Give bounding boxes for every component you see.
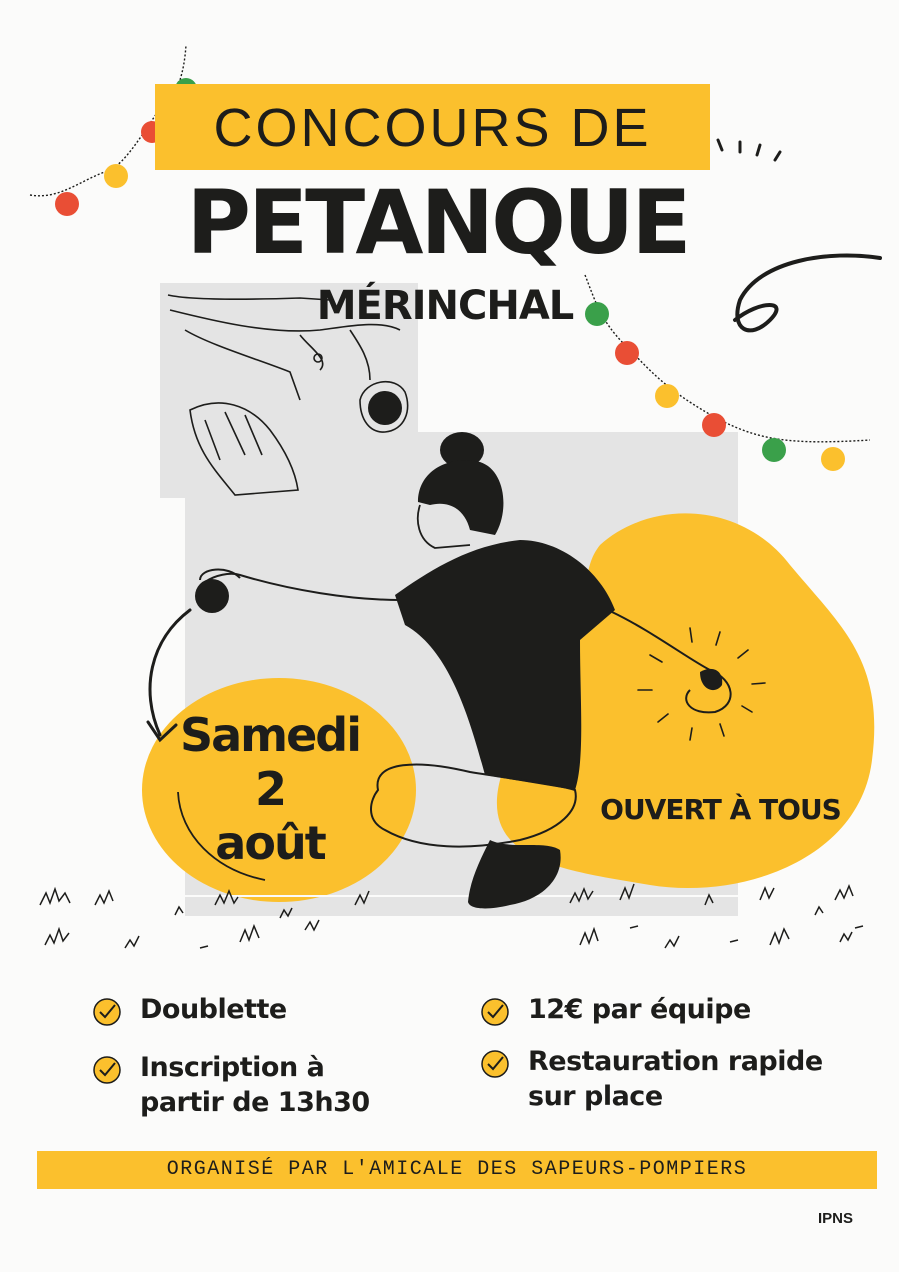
- light-bulb-icon: [702, 413, 726, 437]
- check-circle-icon: [480, 997, 510, 1027]
- boule-front: [195, 579, 229, 613]
- feature-label: Doublette: [140, 994, 287, 1025]
- feature-label: Restauration rapide sur place: [528, 1046, 823, 1112]
- light-bulb-icon: [55, 192, 79, 216]
- light-bulb-icon: [655, 384, 679, 408]
- feature-item: [480, 1044, 848, 1114]
- light-bulb-icon: [821, 447, 845, 471]
- feature-item: [92, 992, 287, 1027]
- light-bulb-icon: [104, 164, 128, 188]
- date-month: août: [215, 816, 325, 870]
- feature-label: 12€ par équipe: [528, 994, 751, 1025]
- feature-item: [92, 1050, 385, 1120]
- spark-lines: [718, 140, 780, 160]
- title-line1: CONCOURS DE: [213, 98, 652, 158]
- title-main: PETANQUE: [186, 171, 689, 274]
- feature-item: [480, 992, 751, 1027]
- check-circle-icon: [92, 997, 122, 1027]
- date-number: 2: [254, 762, 285, 816]
- boule-in-hand: [368, 391, 402, 425]
- check-circle-icon: [92, 1055, 122, 1085]
- town-name: MÉRINCHAL: [316, 283, 574, 329]
- organizer-banner: ORGANISÉ PAR L'AMICALE DES SAPEURS-POMPIERS: [37, 1151, 877, 1189]
- date-day: Samedi: [180, 708, 360, 762]
- light-bulb-icon: [615, 341, 639, 365]
- swirl-line: [735, 255, 880, 330]
- check-circle-icon: [480, 1049, 510, 1079]
- light-bulb-icon: [762, 438, 786, 462]
- open-to-all-label: OUVERT À TOUS: [600, 793, 841, 826]
- feature-label: Inscription à partir de 13h30: [140, 1052, 370, 1118]
- white-under-blob: [0, 895, 899, 897]
- ipns-mark: IPNS: [818, 1210, 854, 1227]
